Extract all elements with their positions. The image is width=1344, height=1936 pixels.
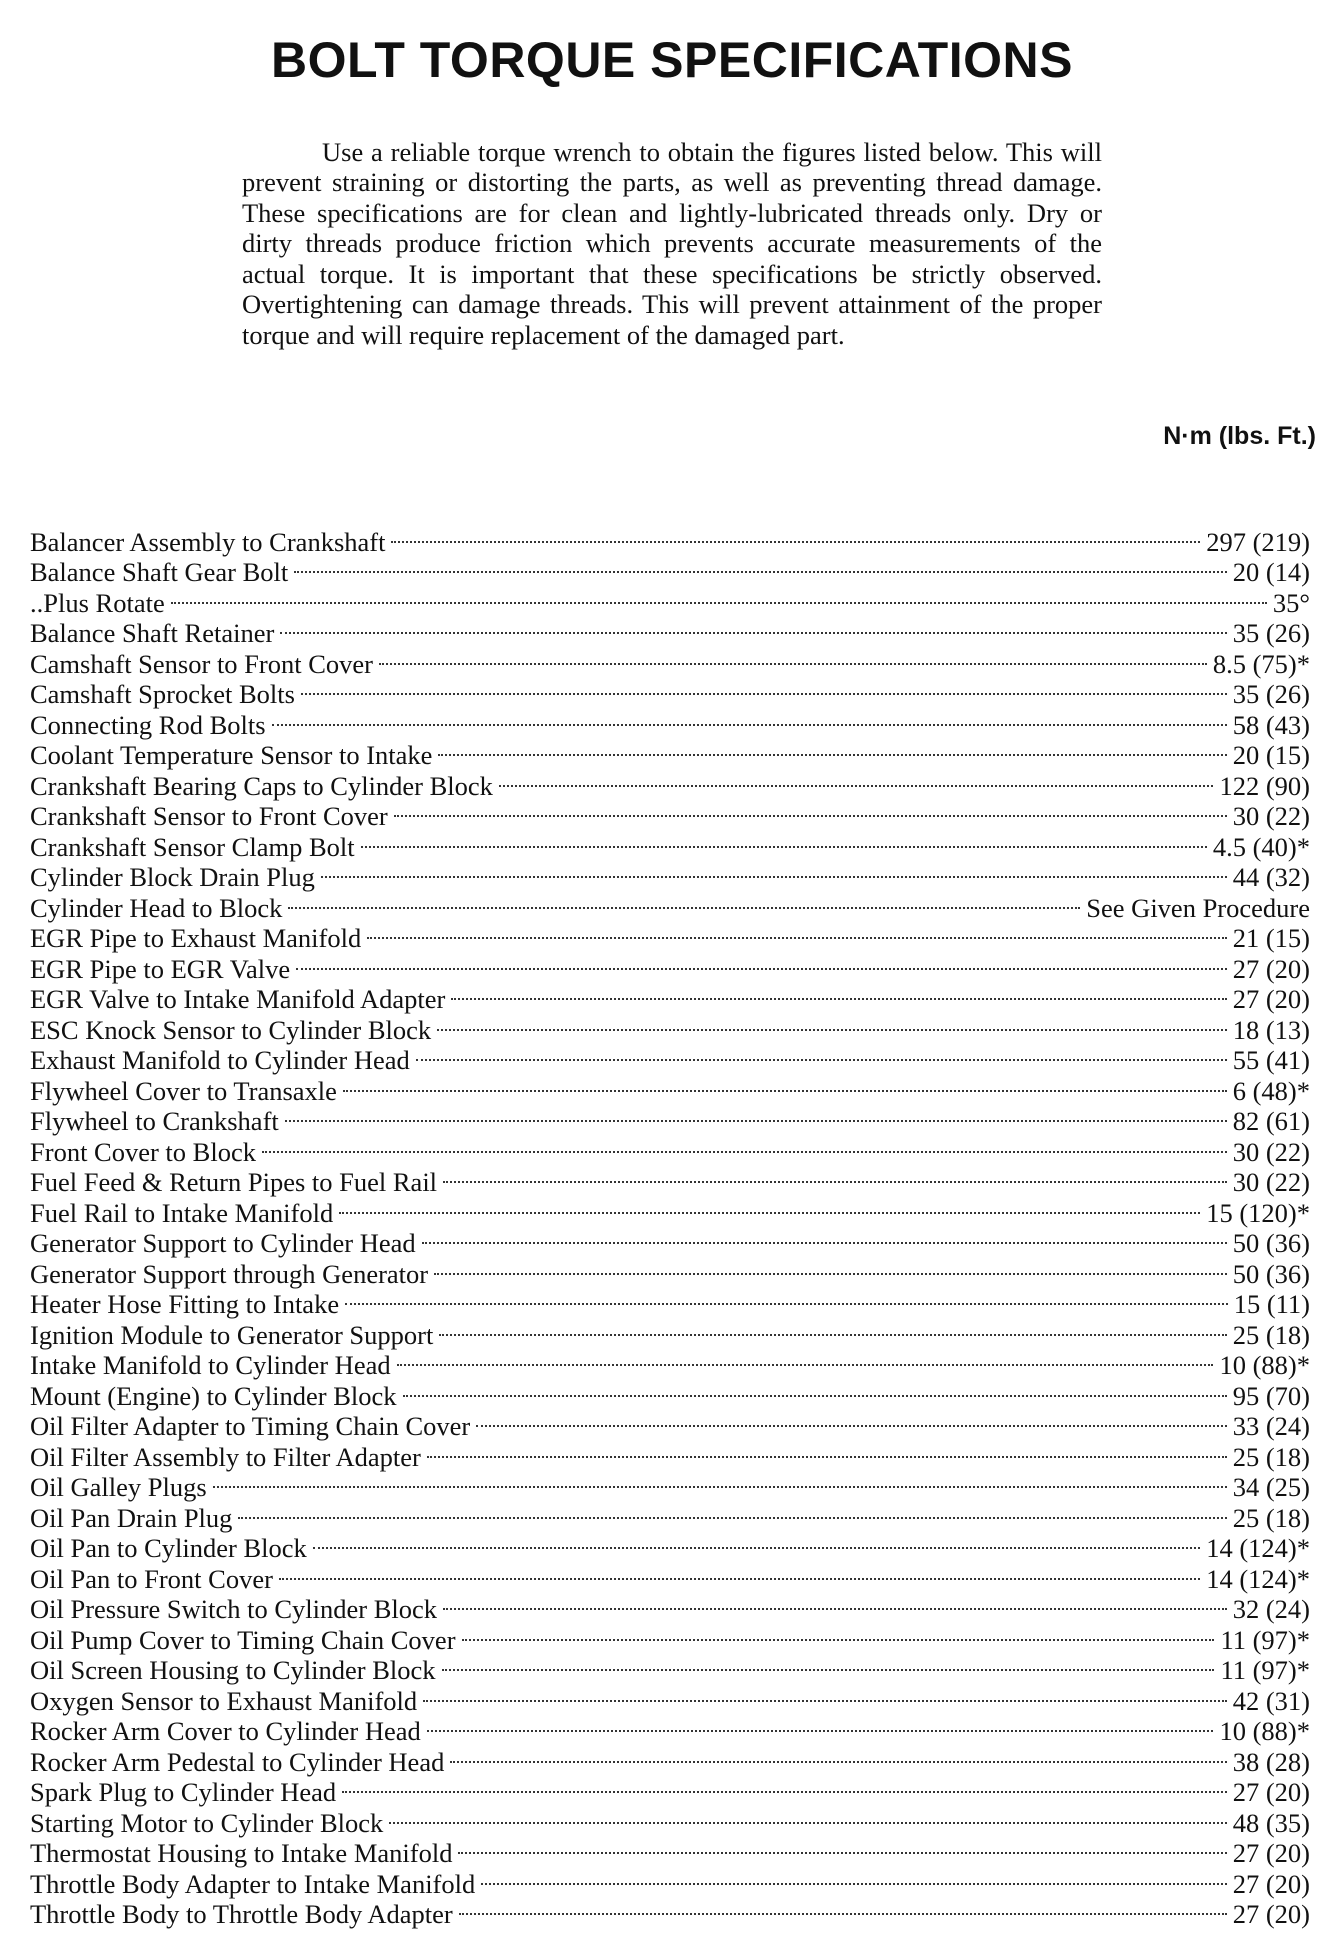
dot-leader: [476, 1405, 1227, 1436]
dot-leader: [280, 612, 1226, 643]
spec-value: 30 (22): [1232, 1136, 1310, 1167]
spec-name: Front Cover to Block: [30, 1136, 256, 1167]
dot-leader: [394, 795, 1227, 826]
spec-value: 14 (124)*: [1206, 1563, 1310, 1594]
spec-value: 6 (48)*: [1232, 1075, 1310, 1106]
dot-leader: [451, 978, 1226, 1009]
units-label: N·m (lbs. Ft.): [1163, 422, 1316, 450]
spec-row: [30, 520, 1310, 557]
spec-name: Throttle Body to Throttle Body Adapter: [30, 1899, 453, 1929]
dot-leader: [343, 1069, 1227, 1100]
spec-name: Oil Pressure Switch to Cylinder Block: [30, 1594, 438, 1624]
dot-leader: [379, 642, 1207, 673]
spec-row: [30, 612, 1310, 648]
dot-leader: [288, 886, 1080, 917]
dot-leader: [294, 551, 1226, 582]
spec-value: 15 (11): [1233, 1289, 1310, 1319]
spec-value: 30 (22): [1232, 801, 1310, 831]
spec-name: Crankshaft Sensor to Front Cover: [30, 801, 388, 831]
spec-name: Cylinder Block Drain Plug: [30, 862, 315, 892]
dot-leader: [442, 1649, 1215, 1680]
spec-value: 11 (97)*: [1220, 1624, 1310, 1655]
spec-name: Throttle Body Adapter to Intake Manifold: [30, 1868, 476, 1899]
spec-value: 27 (20): [1232, 953, 1310, 984]
dot-leader: [439, 1313, 1226, 1344]
dot-leader: [213, 1466, 1227, 1497]
dot-leader: [391, 520, 1200, 551]
spec-name: Rocker Arm Cover to Cylinder Head: [30, 1716, 421, 1746]
spec-value: 34 (25): [1232, 1472, 1310, 1502]
dot-leader: [423, 1679, 1227, 1710]
dot-leader: [272, 703, 1227, 734]
spec-value: 27 (20): [1232, 984, 1310, 1014]
spec-name: Fuel Feed & Return Pipes to Fuel Rail: [30, 1167, 438, 1197]
spec-name: Mount (Engine) to Cylinder Block: [30, 1380, 397, 1411]
dot-leader: [171, 581, 1267, 612]
spec-value: 10 (88)*: [1219, 1350, 1310, 1380]
spec-row: [30, 581, 1310, 618]
dot-leader: [462, 1618, 1215, 1649]
dot-leader: [481, 1862, 1226, 1893]
spec-name: Connecting Rod Bolts: [30, 709, 266, 740]
spec-name: Starting Motor to Cylinder Block: [30, 1807, 384, 1838]
spec-value: 44 (32): [1232, 862, 1310, 892]
spec-value: 27 (20): [1232, 1899, 1310, 1929]
spec-name: Balance Shaft Retainer: [30, 618, 275, 648]
spec-name: Oil Galley Plugs: [30, 1472, 207, 1502]
spec-name: Balance Shaft Gear Bolt: [30, 557, 289, 587]
spec-value: 21 (15): [1232, 923, 1310, 953]
spec-name: Thermostat Housing to Intake Manifold: [30, 1838, 453, 1868]
torque-spec-list: [30, 520, 1310, 1929]
intro-paragraph: Use a reliable torque wrench to obtain the figures listed below. This will prevent straining or distorting the parts, as well as preventing thread damage. These specifications are for clean and lightly-lubricated threads only. Dry or dirty threads produce friction which prevents accurate measurements of the actual torque. It is important that these specifications be strictly observed. Overtightening can damage threads. This will prevent attainment of the proper torque and will require replacement of the damaged part.: [242, 136, 1102, 351]
spec-value: See Given Procedure: [1086, 892, 1310, 923]
spec-value: 4.5 (40)*: [1212, 831, 1310, 862]
dot-leader: [345, 1283, 1228, 1314]
spec-name: Heater Hose Fitting to Intake: [30, 1289, 340, 1319]
spec-value: 15 (120)*: [1206, 1197, 1310, 1228]
spec-name: Crankshaft Sensor Clamp Bolt: [30, 831, 355, 862]
dot-leader: [301, 673, 1227, 704]
dot-leader: [403, 1374, 1227, 1405]
spec-value: 25 (18): [1232, 1441, 1310, 1472]
spec-name: Generator Support through Generator: [30, 1258, 429, 1289]
spec-name: Flywheel to Crankshaft: [30, 1106, 279, 1136]
spec-name: ..Plus Rotate: [30, 587, 165, 618]
dot-leader: [361, 825, 1207, 856]
spec-name: EGR Pipe to EGR Valve: [30, 953, 291, 984]
spec-name: Camshaft Sensor to Front Cover: [30, 648, 373, 679]
dot-leader: [434, 1252, 1227, 1283]
dot-leader: [313, 1527, 1200, 1558]
spec-value: 8.5 (75)*: [1212, 648, 1310, 679]
spec-name: Crankshaft Bearing Caps to Cylinder Block: [30, 770, 493, 801]
dot-leader: [367, 917, 1226, 948]
spec-value: 82 (61): [1232, 1106, 1310, 1136]
dot-leader: [238, 1496, 1226, 1527]
spec-value: 18 (13): [1232, 1014, 1310, 1045]
spec-name: Generator Support to Cylinder Head: [30, 1228, 416, 1258]
spec-name: EGR Valve to Intake Manifold Adapter: [30, 984, 446, 1014]
dot-leader: [443, 1588, 1227, 1619]
spec-value: 10 (88)*: [1219, 1716, 1310, 1746]
spec-name: Camshaft Sprocket Bolts: [30, 679, 295, 709]
spec-value: 11 (97)*: [1220, 1655, 1310, 1685]
spec-name: Intake Manifold to Cylinder Head: [30, 1350, 391, 1380]
page-title: BOLT TORQUE SPECIFICATIONS: [271, 32, 1073, 88]
spec-value: 50 (36): [1232, 1228, 1310, 1258]
spec-name: Oil Filter Assembly to Filter Adapter: [30, 1441, 421, 1472]
dot-leader: [438, 734, 1226, 765]
spec-value: 95 (70): [1232, 1380, 1310, 1411]
spec-name: Oil Screen Housing to Cylinder Block: [30, 1655, 436, 1685]
dot-leader: [339, 1191, 1200, 1222]
spec-value: 35 (26): [1232, 618, 1310, 648]
spec-value: 30 (22): [1232, 1167, 1310, 1197]
spec-name: Spark Plug to Cylinder Head: [30, 1777, 337, 1807]
spec-value: 32 (24): [1232, 1594, 1310, 1624]
spec-name: Oil Filter Adapter to Timing Chain Cover: [30, 1411, 471, 1441]
spec-value: 14 (124)*: [1206, 1533, 1310, 1563]
dot-leader: [427, 1435, 1227, 1466]
spec-name: Ignition Module to Generator Support: [30, 1319, 434, 1350]
spec-value: 50 (36): [1232, 1258, 1310, 1289]
spec-value: 35 (26): [1232, 679, 1310, 709]
dot-leader: [321, 856, 1227, 887]
dot-leader: [443, 1161, 1227, 1192]
spec-row: [30, 1466, 1310, 1502]
spec-value: 42 (31): [1232, 1685, 1310, 1716]
spec-name: Balancer Assembly to Crankshaft: [30, 526, 386, 557]
spec-value: 33 (24): [1232, 1411, 1310, 1441]
dot-leader: [458, 1832, 1226, 1863]
dot-leader: [437, 1008, 1227, 1039]
dot-leader: [342, 1771, 1227, 1802]
spec-value: 38 (28): [1232, 1746, 1310, 1777]
dot-leader: [296, 947, 1227, 978]
dot-leader: [262, 1130, 1227, 1161]
spec-value: 297 (219): [1206, 526, 1310, 557]
spec-name: Oil Pan Drain Plug: [30, 1502, 233, 1533]
dot-leader: [499, 764, 1214, 795]
dot-leader: [416, 1039, 1227, 1070]
spec-name: ESC Knock Sensor to Cylinder Block: [30, 1014, 432, 1045]
spec-name: Oil Pan to Cylinder Block: [30, 1533, 307, 1563]
spec-value: 25 (18): [1232, 1319, 1310, 1350]
dot-leader: [427, 1710, 1214, 1741]
spec-value: 20 (14): [1232, 557, 1310, 587]
dot-leader: [459, 1893, 1227, 1924]
spec-value: 20 (15): [1232, 740, 1310, 770]
dot-leader: [279, 1557, 1200, 1588]
spec-name: Oil Pan to Front Cover: [30, 1563, 273, 1594]
dot-leader: [450, 1740, 1226, 1771]
dot-leader: [389, 1801, 1226, 1832]
spec-value: 25 (18): [1232, 1502, 1310, 1533]
spec-name: Flywheel Cover to Transaxle: [30, 1075, 337, 1106]
spec-name: Coolant Temperature Sensor to Intake: [30, 740, 433, 770]
spec-value: 27 (20): [1232, 1868, 1310, 1899]
spec-name: Oil Pump Cover to Timing Chain Cover: [30, 1624, 456, 1655]
dot-leader: [422, 1222, 1227, 1253]
spec-name: Cylinder Head to Block: [30, 892, 283, 923]
spec-name: EGR Pipe to Exhaust Manifold: [30, 923, 362, 953]
spec-name: Rocker Arm Pedestal to Cylinder Head: [30, 1746, 445, 1777]
spec-value: 48 (35): [1232, 1807, 1310, 1838]
spec-row: [30, 1496, 1310, 1533]
spec-value: 122 (90): [1219, 770, 1310, 801]
spec-name: Fuel Rail to Intake Manifold: [30, 1197, 334, 1228]
dot-leader: [397, 1344, 1214, 1375]
spec-name: Oxygen Sensor to Exhaust Manifold: [30, 1685, 418, 1716]
spec-value: 27 (20): [1232, 1777, 1310, 1807]
spec-value: 27 (20): [1232, 1838, 1310, 1868]
spec-value: 55 (41): [1232, 1045, 1310, 1075]
spec-value: 35°: [1272, 587, 1310, 618]
dot-leader: [285, 1100, 1227, 1131]
spec-value: 58 (43): [1232, 709, 1310, 740]
spec-name: Exhaust Manifold to Cylinder Head: [30, 1045, 410, 1075]
